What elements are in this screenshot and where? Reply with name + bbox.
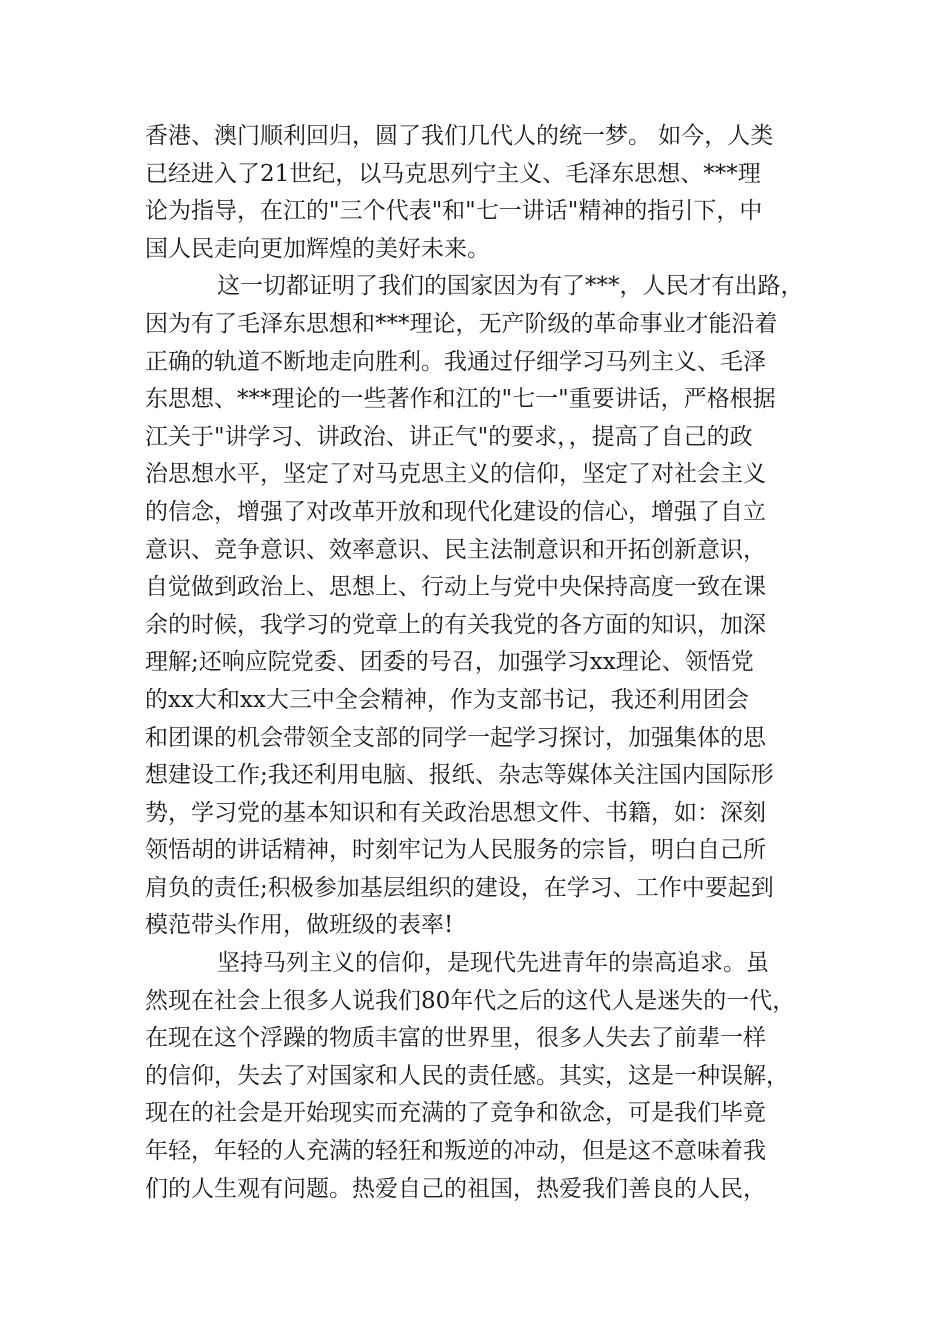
text-line: 的信念，增强了对改革开放和现代化建设的信心，增强了自立 bbox=[145, 498, 766, 525]
text-line: 的信仰，失去了对国家和人民的责任感。其实，这是一种误解， bbox=[145, 1062, 789, 1089]
text-line: 意识、竞争意识、效率意识、民主法制意识和开拓创新意识， bbox=[145, 536, 766, 563]
text-line: 想建设工作;我还利用电脑、报纸、杂志等媒体关注国内国际形 bbox=[145, 762, 774, 789]
text-line: 治思想水平，坚定了对马克思主义的信仰，坚定了对社会主义 bbox=[145, 461, 766, 488]
text-line: 已经进入了21世纪，以马克思列宁主义、毛泽东思想、***理 bbox=[145, 160, 761, 187]
text-line: 国人民走向更加辉煌的美好未来。 bbox=[145, 235, 490, 262]
text-line: 领悟胡的讲话精神，时刻牢记为人民服务的宗旨，明白自己所 bbox=[145, 837, 766, 864]
text-line: 正确的轨道不断地走向胜利。我通过仔细学习马列主义、毛泽 bbox=[145, 348, 766, 375]
paragraph-first-line: 这一切都证明了我们的国家因为有了***，人民才有出路， bbox=[217, 273, 804, 300]
text-line: 论为指导，在江的"三个代表"和"七一讲话"精神的指引下，中 bbox=[145, 198, 763, 225]
document-body bbox=[145, 118, 825, 1208]
text-line: 然现在社会上很多人说我们80年代之后的这代人是迷失的一代， bbox=[145, 987, 796, 1014]
text-line: 东思想、***理论的一些著作和江的"七一"重要讲话，严格根据 bbox=[145, 386, 776, 413]
text-line: 势，学习党的基本知识和有关政治思想文件、书籍，如：深刻 bbox=[145, 799, 766, 826]
text-line: 的xx大和xx大三中全会精神，作为支部书记，我还利用团会 bbox=[145, 686, 749, 713]
text-line: 年轻，年轻的人充满的轻狂和叛逆的冲动，但是这不意味着我 bbox=[145, 1138, 766, 1165]
text-line: 和团课的机会带领全支部的同学一起学习探讨，加强集体的思 bbox=[145, 724, 766, 751]
text-line: 自觉做到政治上、思想上、行动上与党中央保持高度一致在课 bbox=[145, 574, 766, 601]
text-line: 香港、澳门顺利回归，圆了我们几代人的统一梦。 如今，人类 bbox=[145, 123, 774, 149]
text-line: 余的时候，我学习的党章上的有关我党的各方面的知识，加深 bbox=[145, 611, 766, 638]
text-line: 在现在这个浮躁的物质丰富的世界里，很多人失去了前辈一样 bbox=[145, 1025, 766, 1052]
text-line: 因为有了毛泽东思想和***理论，无产阶级的革命事业才能沿着 bbox=[145, 310, 778, 337]
paragraph-first-line: 坚持马列主义的信仰，是现代先进青年的崇高追求。虽 bbox=[217, 950, 769, 977]
text-line: 肩负的责任;积极参加基层组织的建设，在学习、工作中要起到 bbox=[145, 874, 774, 901]
text-line: 现在的社会是开始现实而充满的了竞争和欲念，可是我们毕竟 bbox=[145, 1100, 766, 1127]
text-line: 江关于"讲学习、讲政治、讲正气"的要求，，提高了自己的政 bbox=[145, 423, 753, 450]
text-line: 理解;还响应院党委、团委的号召，加强学习xx理论、领悟党 bbox=[145, 649, 754, 676]
text-line: 模范带头作用，做班级的表率! bbox=[145, 912, 454, 939]
text-line: 们的人生观有问题。热爱自己的祖国，热爱我们善良的人民， bbox=[145, 1175, 766, 1202]
